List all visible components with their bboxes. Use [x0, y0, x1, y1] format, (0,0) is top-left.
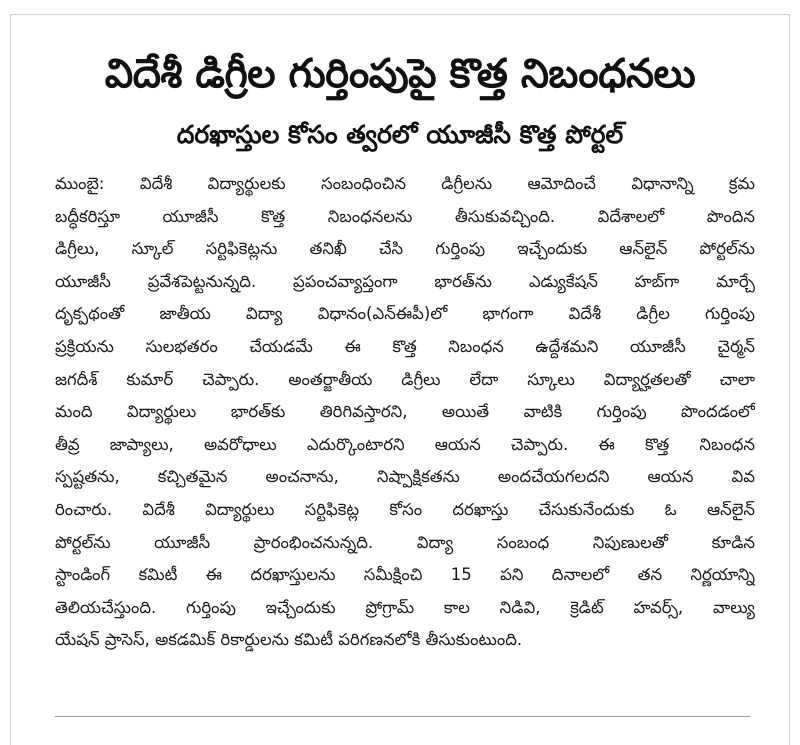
headline: విదేశీ డిగ్రీల గుర్తింపుపై కొత్త నిబంధనలు	[104, 51, 696, 97]
body-line: రించారు. విదేశీ విద్యార్థులు సర్టిఫికెట్ల కోసం దరఖాస్తు చేసుకునేందుకు ఓ ఆన్‌లైన్	[55, 499, 755, 519]
article-body	[55, 168, 755, 657]
bottom-divider	[55, 716, 750, 717]
body-line: పోర్టల్‌ను యూజీసీ ప్రారంభించనున్నది. విద్యా సంబంధ నిపుణులతో కూడిన	[55, 532, 755, 552]
body-line: తీవ్ర జాప్యాలు, అవరోధాలు ఎదుర్కొంటారని ఆయన చెప్పారు. ఈ కొత్త నిబంధన	[55, 434, 755, 454]
body-line: మంది విద్యార్థులు భారత్‌కు తిరిగివస్తారని, అయితే వాటికి గుర్తింపు పొందడంలో	[55, 402, 755, 422]
subheadline: దరఖాస్తుల కోసం త్వరలో యూజీసీ కొత్త పోర్టల్	[176, 120, 624, 149]
body-line: యూజీసీ ప్రవేశపెట్టనున్నది. ప్రపంచవ్యాప్తంగా భారత్‌ను ఎడ్యుకేషన్ హబ్‌గా మార్చే	[55, 271, 755, 291]
body-line: స్టాండింగ్ కమిటీ ఈ దరఖాస్తులను సమీక్షించి 15 పని దినాలలో తన నిర్ణయాన్ని	[55, 565, 755, 585]
body-line: బద్ధీకరిస్తూ యూజీసీ కొత్త నిబంధనలను తీసుకువచ్చింది. విదేశాలలో పొందిన	[55, 206, 755, 226]
body-line: ముంబై: విదేశీ విద్యార్థులకు సంబంధించిన డిగ్రీలను ఆమోదించే విధానాన్ని క్రమ	[55, 174, 755, 193]
body-line: యేషన్ ప్రాసెస్, అకడమిక్ రికార్డులను కమిటీ పరిగణనలోకి తీసుకుంటుంది.	[55, 630, 523, 650]
body-line: ప్రక్రియను సులభతరం చేయడమే ఈ కొత్త నిబంధన ఉద్దేశమని యూజీసీ చైర్మన్	[55, 336, 755, 356]
body-line: దృక్పథంతో జాతీయ విద్యా విధానం(ఎన్ఈపీ)లో భాగంగా విదేశీ డిగ్రీల గుర్తింపు	[55, 304, 755, 324]
body-line: డిగ్రీలు, స్కూల్ సర్టిఫికెట్లను తనిఖీ చేసి గుర్తింపు ఇచ్చేందుకు ఆన్‌లైన్ పోర్టల్‌ను	[55, 239, 755, 259]
body-line: స్పష్టతను, కచ్చితమైన అంచనాను, నిష్పాక్షికతను అందచేయగలదని ఆయన వివ	[55, 467, 755, 487]
body-line: జగదీశ్ కుమార్ చెప్పారు. అంతర్జాతీయ డిగ్రీలు లేదా స్కూలు విద్యార్హతలతో చాలా	[55, 369, 755, 389]
body-line: తెలియచేస్తుంది. గుర్తింపు ఇచ్చేందుకు ప్రోగ్రామ్ కాల నిడివి, క్రెడిట్ హవర్స్, వాల్యు	[55, 597, 755, 617]
